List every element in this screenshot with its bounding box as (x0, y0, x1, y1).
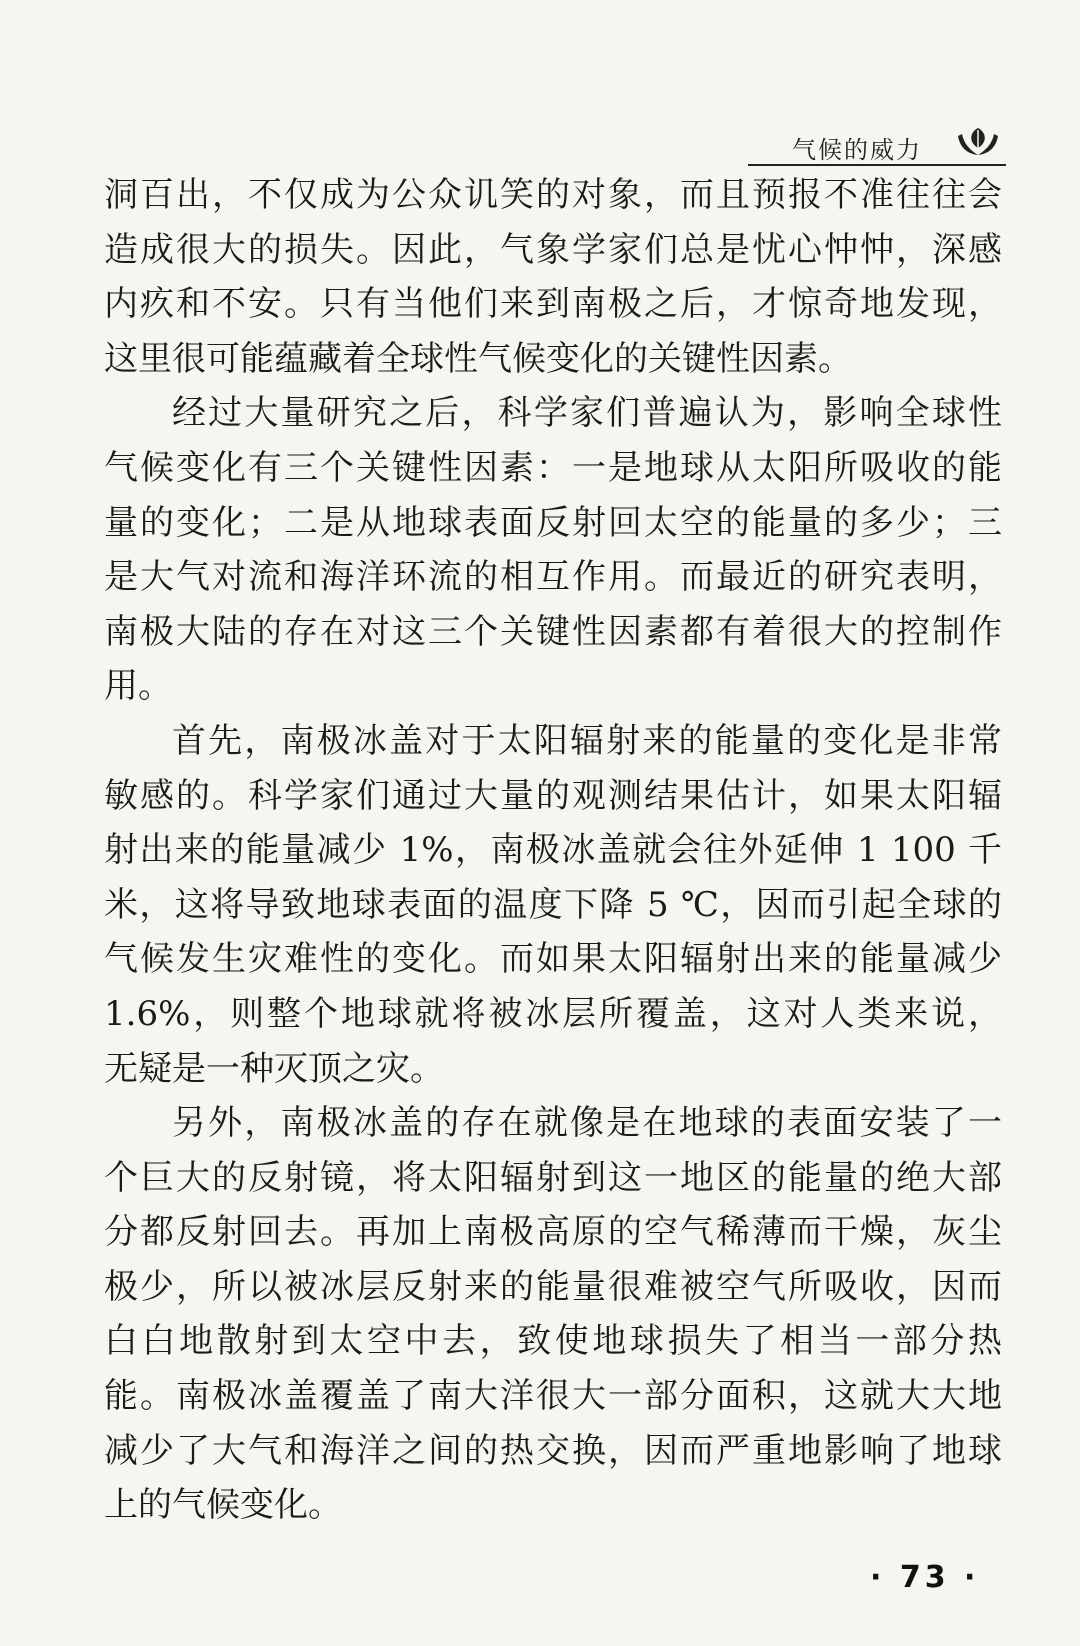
text-line: 白白地散射到太空中去，致使地球损失了相当一部分热 (104, 1321, 1002, 1362)
hands-holding-leaf-icon (956, 122, 1000, 160)
text-line: 内疚和不安。只有当他们来到南极之后，才惊奇地发现， (104, 284, 1002, 325)
text-line: 另外，南极冰盖的存在就像是在地球的表面安装了一 (172, 1103, 1002, 1144)
text-line: 造成很大的损失。因此，气象学家们总是忧心忡忡，深感 (104, 229, 1002, 270)
text-line: 射出来的能量减少 1%，南极冰盖就会往外延伸 1 100 千 (104, 830, 1002, 871)
section-title: 气候的威力 (792, 136, 922, 164)
text-line: 首先，南极冰盖对于太阳辐射来的能量的变化是非常 (172, 720, 1002, 761)
text-line: 量的变化；二是从地球表面反射回太空的能量的多少；三 (104, 502, 1002, 543)
page-number: · 73 · (870, 1560, 980, 1595)
text-line: 上的气候变化。 (104, 1485, 342, 1526)
text-line: 减少了大气和海洋之间的热交换，因而严重地影响了地球 (104, 1430, 1002, 1471)
text-line: 能。南极冰盖覆盖了南大洋很大一部分面积，这就大大地 (104, 1376, 1002, 1417)
text-line: 极少，所以被冰层反射来的能量很难被空气所吸收，因而 (104, 1266, 1002, 1307)
text-line: 经过大量研究之后，科学家们普遍认为，影响全球性 (172, 393, 1002, 434)
text-line: 气候发生灾难性的变化。而如果太阳辐射出来的能量减少 (104, 939, 1002, 980)
text-line: 是大气对流和海洋环流的相互作用。而最近的研究表明， (104, 557, 1002, 598)
running-header (748, 118, 1006, 166)
text-line: 这里很可能蕴藏着全球性气候变化的关键性因素。 (104, 338, 852, 379)
text-line: 米，这将导致地球表面的温度下降 5 ℃，因而引起全球的 (104, 884, 1002, 925)
text-line: 洞百出，不仅成为公众讥笑的对象，而且预报不准往往会 (104, 175, 1002, 215)
text-line: 气候变化有三个关键性因素：一是地球从太阳所吸收的能 (104, 447, 1002, 488)
body-text (104, 168, 1002, 1533)
text-line: 用。 (104, 666, 172, 707)
text-line: 敏感的。科学家们通过大量的观测结果估计，如果太阳辐 (104, 775, 1002, 816)
text-line: 南极大陆的存在对这三个关键性因素都有着很大的控制作 (104, 611, 1002, 652)
text-line: 个巨大的反射镜，将太阳辐射到这一地区的能量的绝大部 (104, 1157, 1002, 1198)
text-line: 1.6%，则整个地球就将被冰层所覆盖，这对人类来说， (104, 993, 1002, 1034)
text-line: 分都反射回去。再加上南极高原的空气稀薄而干燥，灰尘 (104, 1212, 1002, 1253)
text-line: 无疑是一种灭顶之灾。 (104, 1048, 444, 1089)
